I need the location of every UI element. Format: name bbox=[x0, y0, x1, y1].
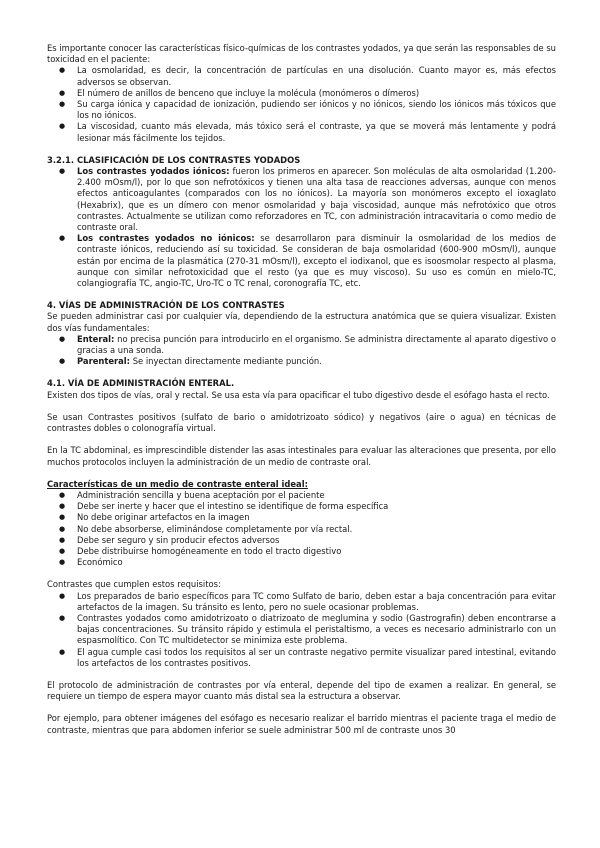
list-item: ● Su carga iónica y capacidad de ionización, pudiendo ser iónicos y no iónicos, siendo los iónicos más tóxicos que los no iónicos. bbox=[47, 99, 556, 121]
paragraph: Por ejemplo, para obtener imágenes del esófago es necesario realizar el barrido mientras el paciente traga el medio de contraste, mientras que para abdomen inferior se suele administrar 500 ml de contraste unos 30 bbox=[47, 713, 556, 735]
routes-list bbox=[47, 334, 556, 368]
definition: Se inyectan directamente mediante punción. bbox=[130, 356, 322, 367]
list-item: ● No debe absorberse, eliminándose completamente por vía rectal. bbox=[47, 524, 556, 535]
list-item: ● Debe ser inerte y hacer que el intestino se identifique de forma específica bbox=[47, 501, 556, 512]
list-item: ● La osmolaridad, es decir, la concentración de partículas en una disolución. Cuanto mayor es, más efectos adversos se observan. bbox=[47, 65, 556, 87]
list-item bbox=[47, 356, 556, 367]
paragraph: El protocolo de administración de contrastes por vía enteral, depende del tipo de examen a realizar. En general, se requiere un tiempo de espera mayor cuanto más distal sea la estructura a observar. bbox=[47, 679, 556, 702]
list-item: ● Los preparados de bario específicos para TC como Sulfato de bario, deben estar a baja concentración para evitar artefactos de la imagen. Su tránsito es lento, pero no suele ocasionar problemas. bbox=[47, 591, 556, 613]
list-item bbox=[47, 233, 556, 289]
intro-paragraph: Es importante conocer las características físico-químicas de los contrastes yodados, ya que serán las responsables de su toxicidad en el paciente: bbox=[47, 43, 556, 65]
ideal-characteristics-heading: Características de un medio de contraste enteral ideal: bbox=[47, 478, 308, 489]
ideal-characteristics-list bbox=[47, 490, 556, 568]
list-item: ● El número de anillos de benceno que incluye la molécula (monómeros o dímeros) bbox=[47, 88, 556, 99]
list-item bbox=[47, 334, 556, 356]
list-item: ● La viscosidad, cuanto más elevada, más tóxico será el contraste, ya que se moverá más lentamente y podrá lesionar más fácilmente los tejidos. bbox=[47, 121, 556, 143]
paragraph: En la TC abdominal, es imprescindible distender las asas intestinales para evaluar las alteraciones que presenta, por ello muchos protocolos incluyen la administración de un medio de contraste oral. bbox=[47, 445, 556, 467]
list-item: ● Debe distribuirse homogéneamente en todo el tracto digestivo bbox=[47, 546, 556, 557]
list-item: ● Económico bbox=[47, 557, 556, 568]
definition: no precisa punción para introducirlo en el organismo. Se administra directamente al aparato digestivo o gracias a una sonda. bbox=[77, 333, 556, 356]
term: Parenteral: bbox=[77, 356, 131, 367]
list-item bbox=[47, 166, 556, 233]
paragraph: Existen dos tipos de vías, oral y rectal. Se usa esta vía para opacificar el tubo digestivo desde el esófago hasta el recto. bbox=[47, 389, 550, 400]
list-item: ● Administración sencilla y buena aceptación por el paciente bbox=[47, 490, 556, 501]
section-4-paragraph: Se pueden administrar casi por cualquier vía, dependiendo de la estructura anatómica que se quiera visualizar. Existen dos vías fundamentales: bbox=[47, 311, 556, 333]
classification-list bbox=[47, 166, 556, 289]
section-heading-3-2-1: 3.2.1. CLASIFICACIÓN DE LOS CONTRASTES YODADOS bbox=[47, 154, 301, 165]
term: Los contrastes yodados iónicos: bbox=[77, 166, 230, 177]
requirements-intro: Contrastes que cumplen estos requisitos: bbox=[47, 579, 221, 590]
compliant-contrasts-list bbox=[47, 591, 556, 669]
list-item: ● Debe ser seguro y sin producir efectos adversos bbox=[47, 535, 556, 546]
section-heading-4: 4. VÍAS DE ADMINISTRACIÓN DE LOS CONTRASTES bbox=[47, 300, 285, 311]
list-item: ● No debe originar artefactos en la imagen bbox=[47, 512, 556, 523]
definition: fueron los primeros en aparecer. Son moléculas de alta osmolaridad (1.200-2.400 mOsm/l), por lo que son nefrotóxicos y tienen una alta tasa de reacciones adversas, aunque con menos efectos anticoagulantes (comparados con los no iónicos). La mayoría son monómeros excepto el ioxaglato (Hexabrix), que es un dímero con menor osmolaridad y baja viscosidad, aunque más nefrotóxico que otros contrastes. Actualmente se utilizan como reforzadores en TC, con administración intracavitaria o como medio de contraste oral. bbox=[77, 166, 556, 233]
definition: se desarrollaron para disminuir la osmolaridad de los medios de contraste iónicos, reduciendo así su toxicidad. Se consideran de baja osmolaridad (600-900 mOsm/l), aunque están por encima de la plasmática (270-31 mOsm/l), excepto el iodixanol, que es isoosmolar respecto al plasma, aunque con similar nefrotoxicidad que el resto (ya que es muy viscoso). Su uso es común en mielo-TC, colangiografía TC, angio-TC, Uro-TC o TC renal, coronografía TC, etc. bbox=[77, 233, 556, 289]
list-item: ● El agua cumple casi todos los requisitos al ser un contraste negativo permite visualizar pared intestinal, evitando los artefactos de los contrastes positivos. bbox=[47, 647, 556, 669]
paragraph: Se usan Contrastes positivos (sulfato de bario o amidotrizoato sódico) y negativos (aire o agua) en técnicas de contrastes dobles o colonografía virtual. bbox=[47, 411, 556, 434]
term: Los contrastes yodados no iónicos: bbox=[77, 233, 255, 244]
section-heading-4-1: 4.1. VÍA DE ADMINISTRACIÓN ENTERAL. bbox=[47, 378, 235, 389]
list-item: ● Contrastes yodados como amidotrizoato o diatrizoato de meglumina y sodio (Gastrografin) deben encontrarse a bajas concentraciones. Su tránsito rápido y estimula el peristaltismo, a veces es necesario administrarlo con un espasmolítico. Con TC multidetector se minimiza este problema. bbox=[47, 613, 556, 647]
term: Enteral: bbox=[77, 333, 115, 344]
page-content bbox=[47, 43, 556, 736]
toxicity-factors-list bbox=[47, 65, 556, 143]
